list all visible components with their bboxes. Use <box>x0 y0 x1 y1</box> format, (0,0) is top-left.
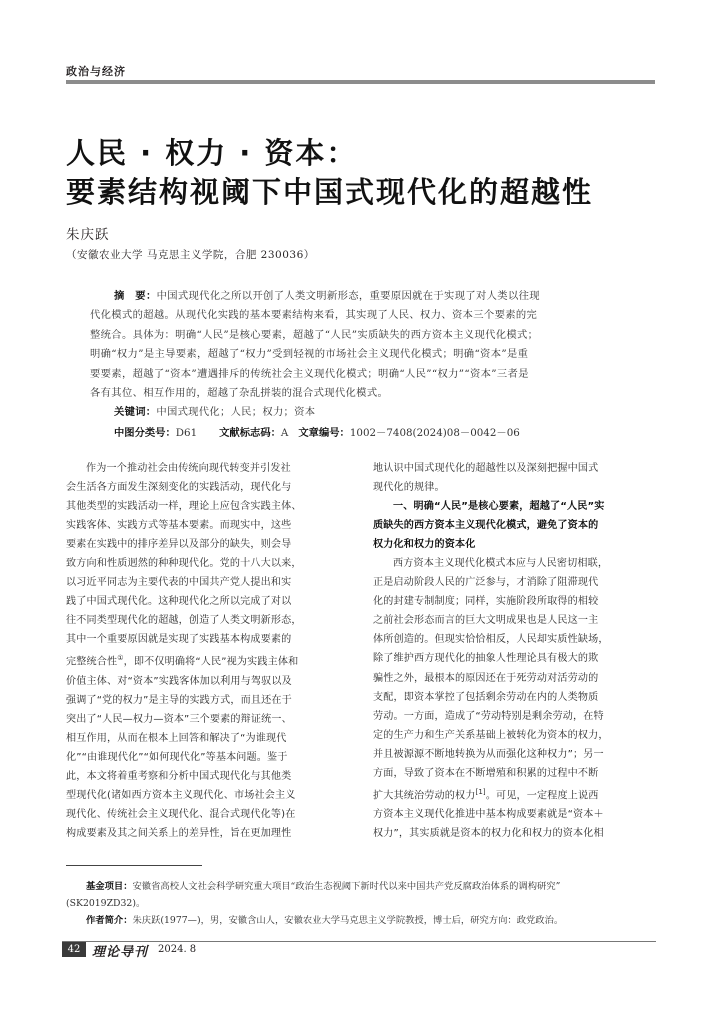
keywords-label: 关键词： <box>114 406 157 418</box>
keywords-value: 中国式现代化；人民；权力；资本 <box>156 406 316 418</box>
body-line: 定的生产力和生产关系基础上被转化为资本的权力， <box>373 729 609 741</box>
abstract-line: 整统合。具体为：明确“人民”是核心要素，超越了“人民”实质缺失的西方资本主义现代化模式； <box>90 328 539 341</box>
body-line: 型现代化(诸如西方资本主义现代化、市场社会主义 <box>66 790 296 802</box>
body-column-left <box>66 459 348 843</box>
body-line: 相互作用，从而在根本上回答和解决了“为谁现代 <box>66 733 287 745</box>
body-line: 权力”，其实质就是资本的权力化和权力的资本化相 <box>373 828 604 840</box>
body-line: 其他类型的实践活动一样，理论上应包含实践主体、 <box>66 501 302 513</box>
body-line: 方面，导致了资本在不断增殖和积累的过程中不断 <box>373 767 599 779</box>
section-heading-line: 质缺失的西方资本主义现代化模式，避免了资本的 <box>373 520 599 532</box>
document-code: A <box>280 427 289 439</box>
bio-label: 作者简介： <box>86 915 133 926</box>
body-line: 突出了“人民—权力—资本”三个要素的辩证统一、 <box>66 713 292 725</box>
body-line: 地认识中国式现代化的超越性以及深刻把握中国式 <box>373 463 599 474</box>
body-line: 以习近平同志为主要代表的中国共产党人提出和实 <box>66 577 292 589</box>
body-line: 致方向和性质迥然的种种现代化。党的十八大以来， <box>66 558 302 570</box>
body-line: 扩大其统治劳动的权力[1]。可见，一定程度上说西 <box>373 787 599 802</box>
journal-name: 理论导刊 <box>92 945 149 960</box>
section-heading-line: 权力化和权力的资本化 <box>373 539 476 551</box>
body-line: 往不同类型现代化的超越，创造了人类文明新形态， <box>66 615 302 627</box>
abstract-label: 摘 要： <box>114 290 157 302</box>
body-line: 现代化的规律。 <box>373 482 445 494</box>
bio-line: 作者简介：朱庆跃(1977—)，男，安徽含山人，安徽农业大学马克思主义学院教授，博士后，研究方向：政党政治。 <box>86 915 564 926</box>
body-line: 构成要素及其之间关系上的差异性，旨在更加理性 <box>66 828 292 840</box>
footnote-block <box>66 878 656 929</box>
header-rule <box>66 80 655 84</box>
citation-ref[interactable]: [1] <box>475 787 486 796</box>
body-line: 并且被源源不断地转换为从而强化这种权力”；另一 <box>373 748 604 760</box>
classification: 中图分类号：D61 文献标志码：A 文章编号：1002－7408(2024)08－0042－06 <box>114 427 520 439</box>
fund-line: (SK2019ZD32)。 <box>66 898 146 909</box>
abstract <box>90 287 630 403</box>
body-line: 之前社会形态而言的巨大文明成果也是人民这一主 <box>373 615 599 627</box>
body-line: 完整统合性①，即不仅明确将“人民”视为实践主体和 <box>66 654 299 668</box>
body-line: 除了维护西方现代化的抽象人性理论具有极大的欺 <box>373 653 599 665</box>
body-line: 要素在实践中的排序差异以及部分的缺失，则会导 <box>66 539 292 551</box>
keywords <box>114 403 315 418</box>
body-line: 其中一个重要原因就是实现了实践基本构成要素的 <box>66 634 292 646</box>
footnote-rule <box>66 865 202 866</box>
body-line: 践了中国式现代化。这种现代化之所以完成了对以 <box>66 596 292 608</box>
abstract-line: 要要素，超越了“资本”遭遇排斥的传统社会主义现代化模式；明确“人民”“权力”“资本”三者是 <box>90 367 529 380</box>
body-line: 现代化、传统社会主义现代化、混合式现代化等)在 <box>66 809 296 821</box>
article-title-line-2: 要素结构视阈下中国式现代化的超越性 <box>66 175 594 209</box>
author-affiliation: （安徽农业大学 马克思主义学院，合肥 230036） <box>66 249 315 261</box>
abstract-line: 明确“权力”是主导要素，超越了“权力”受到轻视的市场社会主义现代化模式；明确“资本”是重 <box>90 348 529 361</box>
clc-number: D61 <box>175 427 198 439</box>
fund-label: 基金项目： <box>86 881 133 892</box>
abstract-line: 各有其位、相互作用的，超越了杂乱拼装的混合式现代化模式。 <box>90 387 389 400</box>
section-heading-line: 一、明确“人民”是核心要素，超越了“人民”实 <box>393 501 605 513</box>
body-line: 实践客体、实践方式等基本要素。而现实中，这些 <box>66 520 292 532</box>
body-line: 强调了“党的权力”是主导的实践方式，而且还在于 <box>66 694 292 706</box>
footnote-ref[interactable]: ① <box>117 654 124 663</box>
body-line: 化”“由谁现代化”“如何现代化”等基本问题。鉴于 <box>66 752 288 764</box>
body-line: 会生活各方面发生深刻变化的实践活动，现代化与 <box>66 482 292 494</box>
body-line: 此，本文将着重考察和分析中国式现代化与其他类 <box>66 771 292 783</box>
body-line: 化的封建专制制度；同样，实施阶段所取得的相较 <box>373 596 599 608</box>
body-line: 骗性之外，最根本的原因还在于死劳动对活劳动的 <box>373 672 599 684</box>
body-line: 作为一个推动社会由传统向现代转变并引发社 <box>86 463 291 474</box>
abstract-line: 代化模式的超越。从现代化实践的基本要素结构来看，其实现了人民、权力、资本三个要素的完 <box>90 309 538 322</box>
page-number: 42 <box>62 942 86 957</box>
body-line: 正是启动阶段人民的广泛参与，才消除了阻滞现代 <box>373 577 599 589</box>
body-line: 劳动。一方面，造成了“劳动特别是剩余劳动，在特 <box>373 710 604 722</box>
body-line: 西方资本主义现代化模式本应与人民密切相联， <box>393 558 609 570</box>
body-column-right <box>373 459 655 843</box>
author-name: 朱庆跃 <box>66 227 110 243</box>
body-line: 方资本主义现代化推进中基本构成要素就是“资本＋ <box>373 809 604 821</box>
section-label: 政治与经济 <box>66 65 126 78</box>
body-line: 价值主体、对“资本”实践客体加以利用与驾驭以及 <box>66 675 292 687</box>
issue-number: 2024. 8 <box>158 944 197 955</box>
footer-rule <box>62 941 656 942</box>
body-line: 支配，即资本掌控了包括剩余劳动在内的人类物质 <box>373 691 599 703</box>
body-line: 体所创造的。但现实恰恰相反，人民却实质性缺场， <box>373 634 609 646</box>
article-title-line-1: 人民 · 权力 · 资本： <box>66 136 358 170</box>
abstract-line: 摘 要：中国式现代化之所以开创了人类文明新形态，重要原因就在于实现了对人类以往现 <box>114 290 540 302</box>
fund-line: 基金项目：安徽省高校人文社会科学研究重大项目“政治生态视阈下新时代以来中国共产党反腐政治体系的调构研究” <box>86 881 561 892</box>
article-number: 1002－7408(2024)08－0042－06 <box>349 427 520 439</box>
